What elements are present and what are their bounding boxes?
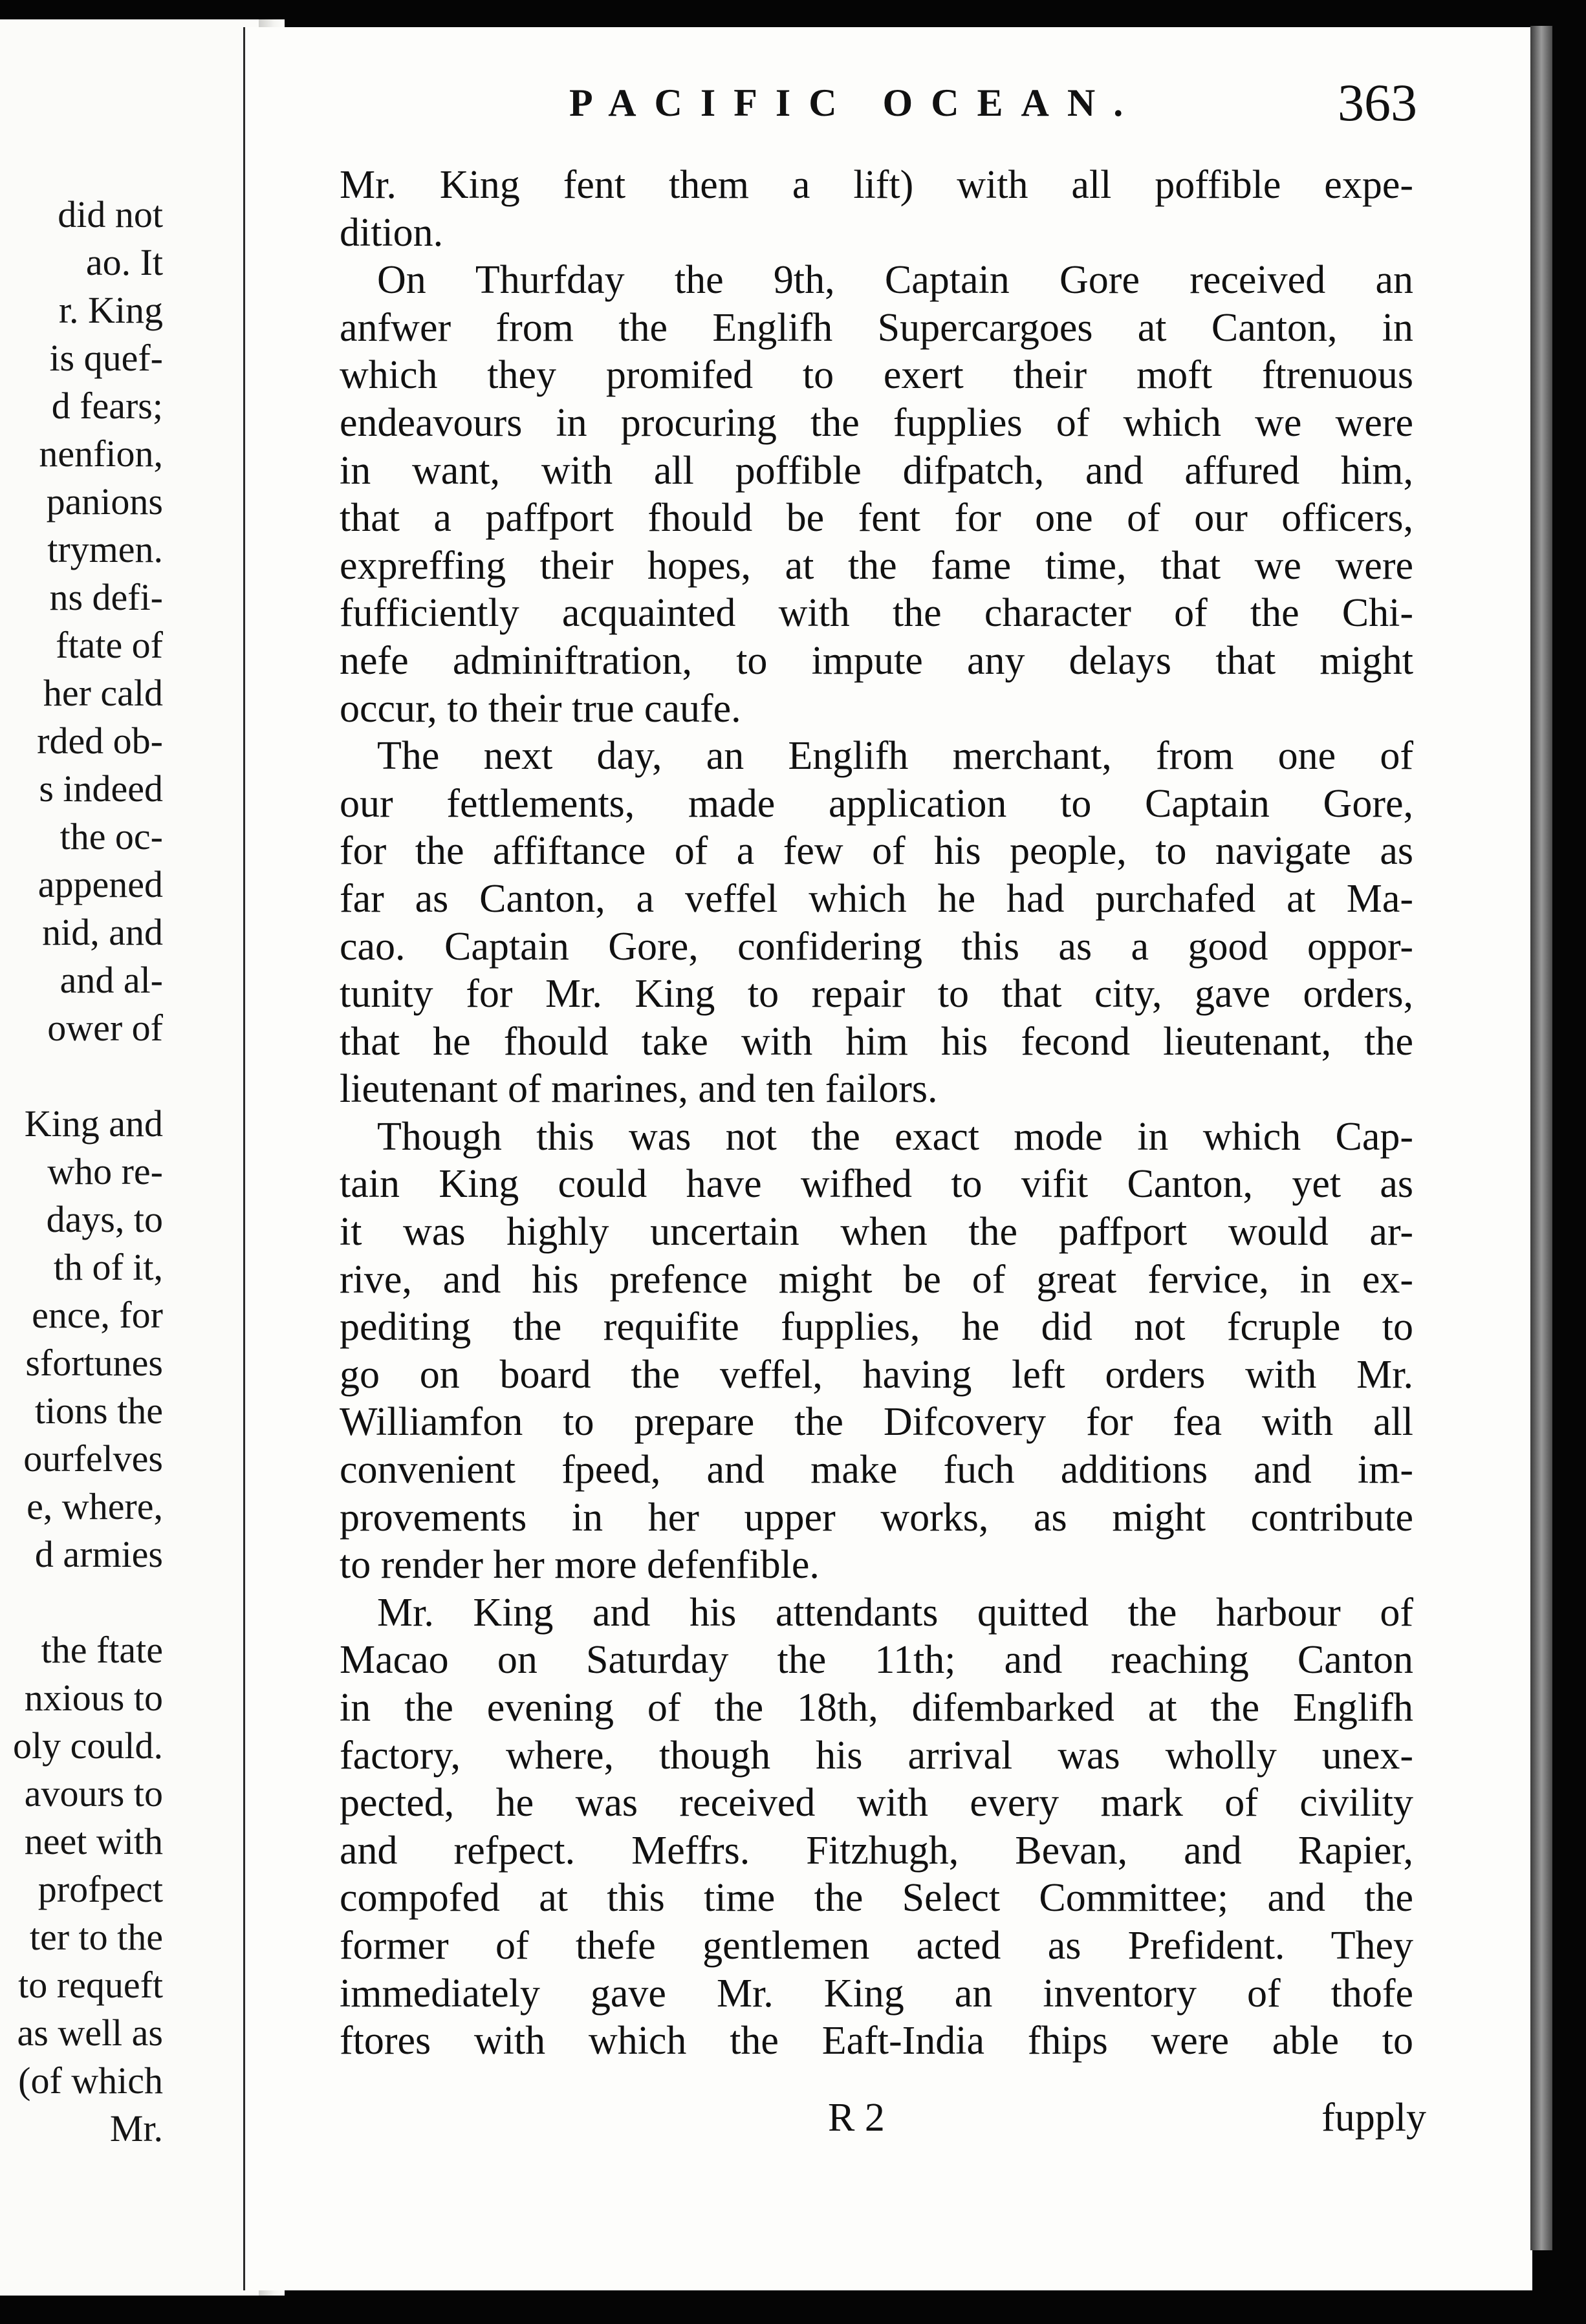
running-head: PACIFIC OCEAN.	[569, 81, 1142, 124]
left-text-line: King and	[24, 1103, 163, 1145]
text-line: ftores with which the Eaft-India fhips were able to	[340, 2019, 1413, 2063]
text-line: which they promifed to exert their moft ftrenuous	[340, 353, 1413, 398]
left-text-line: neet with	[24, 1820, 163, 1862]
left-text-line: her cald	[43, 672, 163, 714]
text-line: and refpect. Meffrs. Fitzhugh, Bevan, and Rapier,	[340, 1828, 1413, 1873]
left-text-line: oly could.	[13, 1725, 163, 1767]
text-line: factory, where, though his arrival was wholly unex-	[340, 1733, 1413, 1778]
text-line: in want, with all poffible difpatch, and affured him,	[340, 448, 1413, 493]
text-line: tunity for Mr. King to repair to that city, gave orders,	[340, 972, 1413, 1017]
text-line: Mr. King fent them a lift) with all poffible expe-	[340, 163, 1413, 207]
left-text-line: as well as	[17, 2012, 163, 2054]
left-page	[0, 19, 259, 2296]
page-number: 363	[1338, 73, 1417, 132]
text-line: for the affiftance of a few of his people, to navigate as	[340, 829, 1413, 874]
left-text-line: sfortunes	[25, 1342, 163, 1384]
left-text-line: ao. It	[85, 241, 163, 283]
text-line: far as Canton, a veffel which he had purchafed at Ma-	[340, 876, 1413, 921]
catchword: fupply	[1321, 2096, 1426, 2140]
text-line: to render her more defenfible.	[340, 1543, 820, 1587]
left-text-line: did not	[58, 193, 163, 235]
text-line: convenient fpeed, and make fuch additions and im-	[340, 1448, 1413, 1492]
page-footer	[340, 2095, 1426, 2147]
left-text-line: avours to	[24, 1772, 163, 1814]
left-text-line: ence, for	[32, 1294, 163, 1336]
left-text-line: and al-	[60, 959, 163, 1001]
text-line: it was highly uncertain when the paffport would ar-	[340, 1210, 1413, 1254]
left-text-line: nenfion,	[39, 433, 163, 475]
left-text-line: ns defi-	[49, 576, 163, 618]
text-line: pediting the requifite fupplies, he did not fcruple to	[340, 1305, 1413, 1350]
left-text-line: (of which	[18, 2060, 163, 2102]
text-line: expreffing their hopes, at the fame time, that we were	[340, 543, 1413, 588]
left-text-line: rded ob-	[37, 720, 163, 762]
left-text-line: nxious to	[24, 1677, 163, 1719]
left-text-line: ourfelves	[23, 1437, 163, 1479]
text-line: nefe adminiftration, to impute any delays that might	[340, 638, 1413, 683]
text-line: occur, to their true caufe.	[340, 686, 741, 731]
left-text-line: the oc-	[60, 815, 163, 857]
left-text-line: profpect	[38, 1868, 163, 1910]
text-line: Though this was not the exact mode in which Cap-	[377, 1114, 1413, 1159]
left-text-line: trymen.	[47, 528, 163, 570]
text-line: go on board the veffel, having left orders with Mr.	[340, 1352, 1413, 1397]
text-line: anfwer from the Englifh Supercargoes at Canton, in	[340, 305, 1413, 350]
text-line: lieutenant of marines, and ten failors.	[340, 1067, 938, 1112]
text-line: fufficiently acquainted with the character of the Chi-	[340, 591, 1413, 636]
text-line: compofed at this time the Select Committee; and the	[340, 1876, 1413, 1921]
left-text-line: s indeed	[39, 768, 163, 810]
left-text-line: ter to the	[29, 1916, 163, 1958]
text-line: provements in her upper works, as might contribute	[340, 1495, 1413, 1540]
text-line: Mr. King and his attendants quitted the harbour of	[377, 1590, 1413, 1635]
page-edge	[1530, 26, 1552, 2250]
left-text-line: days, to	[46, 1198, 163, 1240]
text-line: in the evening of the 18th, difembarked at the Englifh	[340, 1686, 1413, 1730]
text-line: that a paffport fhould be fent for one of our officers,	[340, 496, 1413, 541]
left-text-line: to requeft	[18, 1964, 163, 2006]
left-text-line: tions the	[34, 1390, 163, 1432]
text-line: Williamfon to prepare the Difcovery for fea with all	[340, 1400, 1413, 1445]
left-text-line: ftate of	[56, 624, 163, 666]
left-text-line: the ftate	[41, 1629, 163, 1671]
left-text-line: panions	[46, 480, 163, 522]
text-line: The next day, an Englifh merchant, from one of	[377, 734, 1413, 779]
left-text-line: is quef-	[49, 337, 163, 379]
text-line: our fettlements, made application to Captain Gore,	[340, 781, 1413, 826]
text-line: former of thefe gentlemen acted as Prefident. They	[340, 1923, 1413, 1968]
text-line: tain King could have wifhed to vifit Canton, yet as	[340, 1162, 1413, 1207]
text-line: immediately gave Mr. King an inventory of thofe	[340, 1971, 1413, 2016]
text-line: that he fhould take with him his fecond lieutenant, the	[340, 1019, 1413, 1064]
text-line: rive, and his prefence might be of great fervice, in ex-	[340, 1257, 1413, 1302]
text-line: dition.	[340, 210, 444, 255]
signature-mark: R 2	[828, 2096, 885, 2140]
left-text-line: th of it,	[53, 1246, 163, 1288]
text-line: pected, he was received with every mark of civility	[340, 1781, 1413, 1825]
left-text-line: nid, and	[42, 911, 163, 953]
text-line: On Thurfday the 9th, Captain Gore received an	[377, 258, 1413, 303]
left-text-line: e, where,	[27, 1485, 163, 1527]
text-line: endeavours in procuring the fupplies of which we were	[340, 400, 1413, 445]
left-text-line: d fears;	[51, 385, 163, 427]
left-text-line: Mr.	[109, 2107, 163, 2149]
left-text-line: who re-	[47, 1150, 163, 1192]
body-text	[340, 162, 1413, 2065]
text-line: Macao on Saturday the 11th; and reaching Canton	[340, 1638, 1413, 1683]
left-text-line: d armies	[34, 1533, 163, 1575]
left-text-line: ower of	[47, 1007, 163, 1049]
left-text-line: r. King	[58, 289, 163, 331]
left-text-line: appened	[38, 863, 163, 905]
text-line: cao. Captain Gore, confidering this as a good oppor-	[340, 924, 1413, 969]
